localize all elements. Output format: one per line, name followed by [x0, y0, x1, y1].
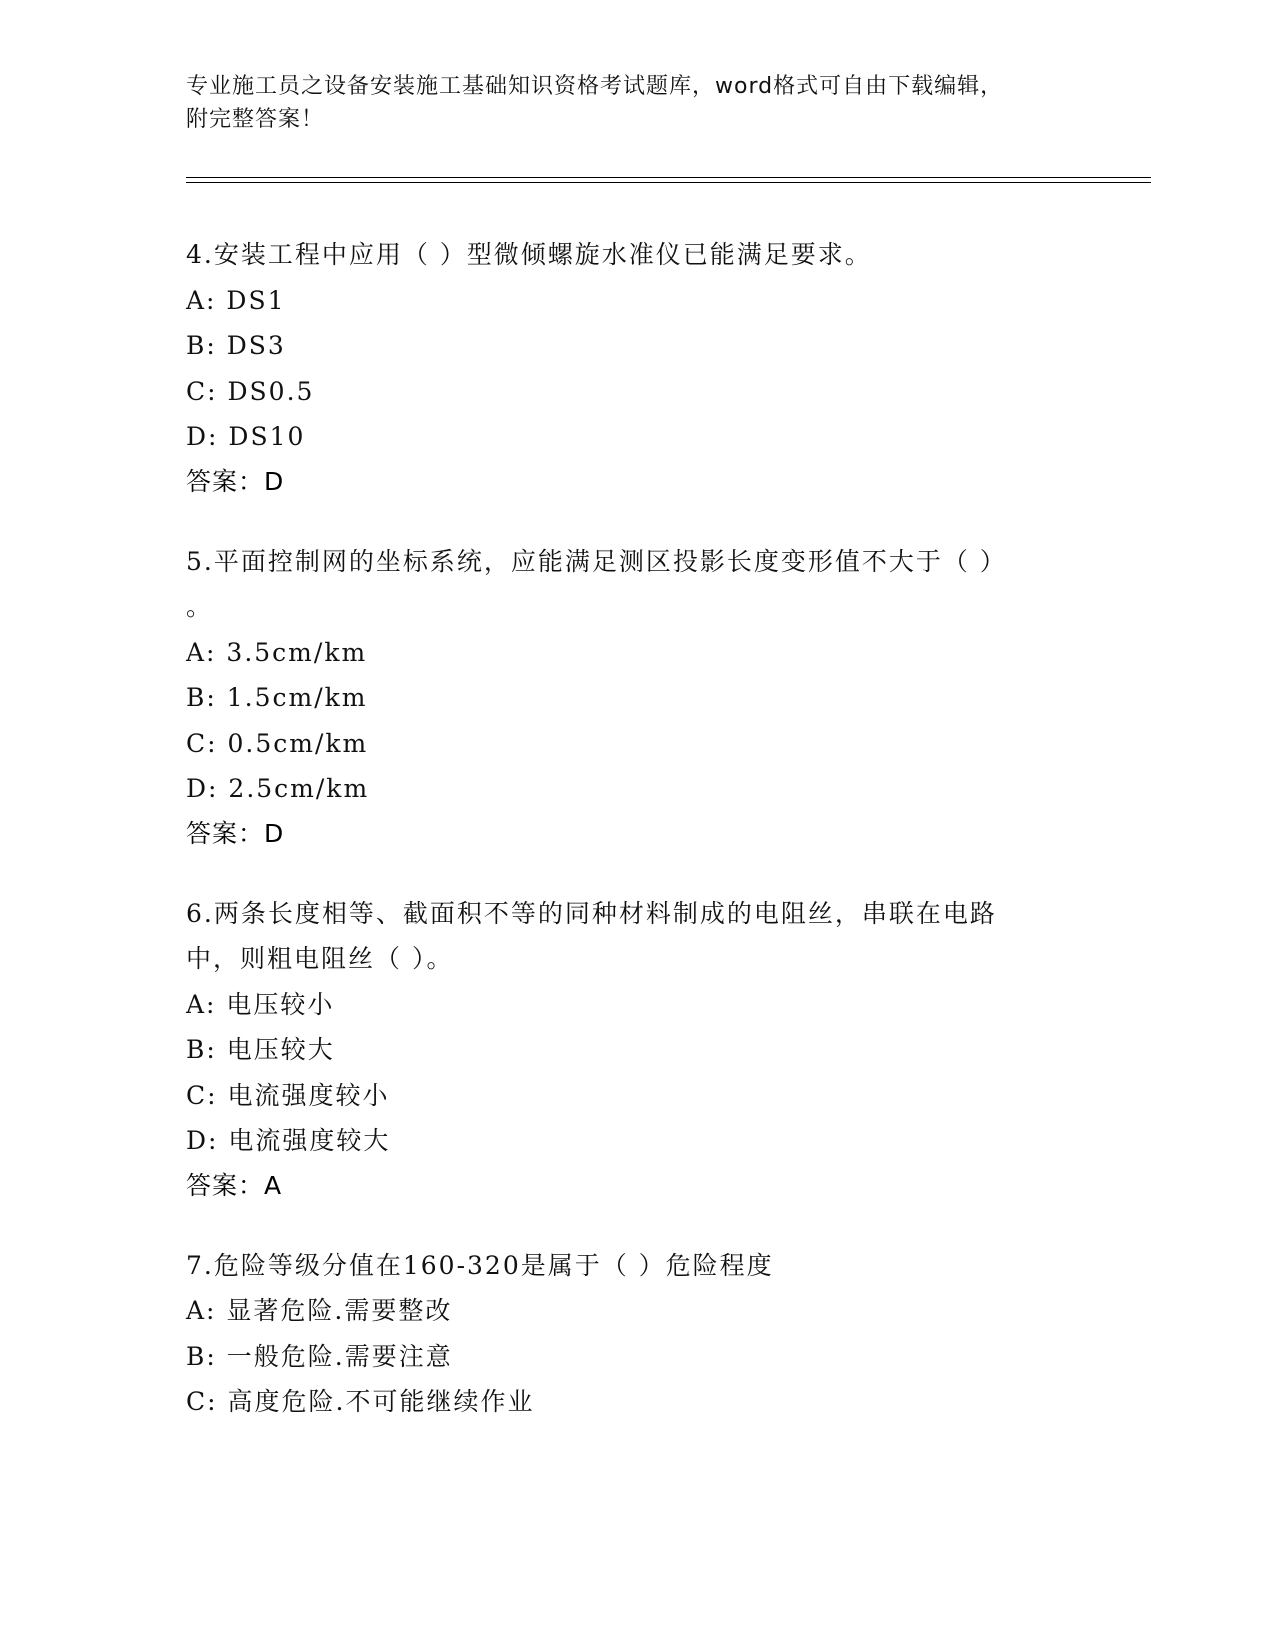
answer-option: D: 2.5cm/km [186, 774, 370, 803]
question-stem: 中，则粗电阻丝（ ）。 [186, 944, 454, 973]
question-stem: 7.危险等级分值在160-320是属于（ ）危险程度 [186, 1250, 774, 1280]
question-block [186, 539, 1066, 856]
question-stem: 6.两条长度相等、截面积不等的同种材料制成的电阻丝，串联在电路 [186, 898, 997, 928]
answer-key: 答案：A [186, 1170, 283, 1200]
answer-option: D: DS10 [186, 422, 306, 451]
question-stem: 。 [186, 592, 214, 621]
answer-option: A: DS1 [186, 285, 286, 315]
header-divider-top [186, 177, 1151, 178]
answer-option: A: 电压较小 [186, 989, 335, 1019]
question-stem: 4.安装工程中应用（ ）型微倾螺旋水准仪已能满足要求。 [186, 240, 872, 269]
answer-option: B: 一般危险.需要注意 [186, 1341, 453, 1371]
document-header [186, 70, 1066, 136]
question-stem: 5.平面控制网的坐标系统，应能满足测区投影长度变形值不大于（ ） [186, 546, 1007, 576]
answer-option: C: 0.5cm/km [186, 728, 369, 758]
header-line-2: 附完整答案！ [186, 107, 325, 132]
answer-key: 答案：D [186, 466, 285, 496]
question-block [186, 1243, 1066, 1425]
answer-key: 答案：D [186, 818, 285, 848]
header-line-1: 专业施工员之设备安装施工基础知识资格考试题库，word格式可自由下载编辑， [186, 74, 1004, 99]
answer-option: A: 3.5cm/km [186, 637, 368, 667]
answer-option: D: 电流强度较大 [186, 1126, 391, 1155]
answer-option: C: 电流强度较小 [186, 1080, 390, 1110]
answer-option: C: DS0.5 [186, 376, 315, 406]
answer-option: B: 1.5cm/km [186, 683, 368, 712]
answer-option: C: 高度危险.不可能继续作业 [186, 1387, 535, 1416]
question-block [186, 232, 1066, 504]
header-divider-bottom [186, 182, 1151, 183]
answer-option: B: 电压较大 [186, 1035, 335, 1064]
answer-option: A: 显著危险.需要整改 [186, 1296, 453, 1325]
answer-option: B: DS3 [186, 331, 286, 360]
question-list [186, 232, 1066, 1460]
question-block [186, 891, 1066, 1208]
